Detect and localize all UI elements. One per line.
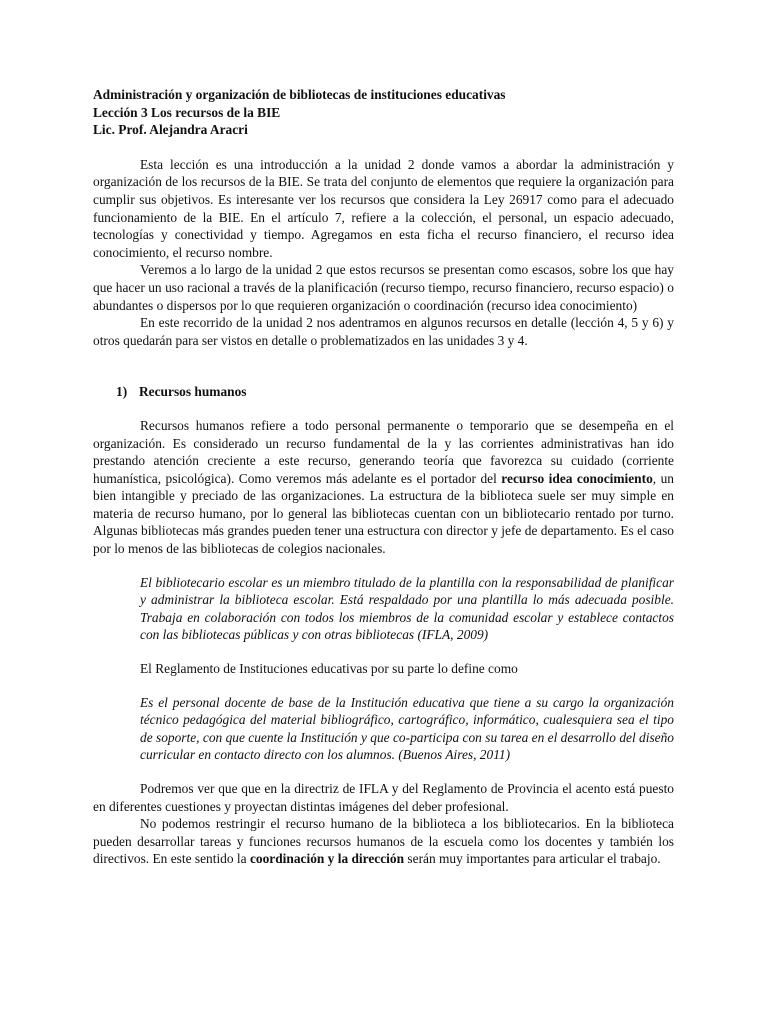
- lesson-title: Lección 3 Los recursos de la BIE: [93, 104, 281, 120]
- bold-term: coordinación y la dirección: [249, 851, 405, 867]
- section-paragraph-3: [93, 815, 674, 868]
- section-paragraph-2: Podremos ver que que en la directriz de IFLA y del Reglamento de Provincia el acento está puesto en diferentes cuestiones y proyectan distintas imágenes del deber profesional.: [93, 781, 674, 814]
- document-title: Administración y organización de bibliotecas de instituciones educativas: [93, 87, 506, 102]
- section-paragraph-1: [93, 417, 674, 558]
- paragraph-text: , un bien intangible y preciado de las organizaciones. La estructura de la biblioteca suele ser muy simple en materia de recurso humano, por lo general las bibliotecas cuentan con un bibliotecario rentado por turno. Algunas bibliotecas más grandes pueden tener una estructura con director y jefe de departamento. Es el caso por lo menos de las bibliotecas de colegios nacionales.: [93, 470, 674, 557]
- intro-paragraph-1: Esta lección es una introducción a la unidad 2 donde vamos a abordar la administración y organización de los recursos de la BIE. Se trata del conjunto de elementos que requiere la organización para cumplir sus objetivos. Es interesante ver los recursos que considera la Ley 26917 como para el adecuado funcionamiento de la BIE. En el artículo 7, refiere a la colección, el personal, un espacio adecuado, tecnologías y conectividad y tiempo. Agregamos en esta ficha el recurso financiero, el recurso idea conocimiento, el recurso nombre.: [93, 156, 674, 260]
- intro-paragraph-3: En este recorrido de la unidad 2 nos adentramos en algunos recursos en detalle (lección 4, 5 y 6) y otros quedarán para ser vistos en detalle o problematizados en las unidades 3 y 4.: [93, 315, 674, 348]
- reglamento-quote: Es el personal docente de base de la Institución educativa que tiene a su cargo la organización técnico pedagógica del material bibliográfico, cartográfico, informático, cualesquiera sea el tipo de soporte, con que cuente la Institución y que co-participa con su tarea en el desarrollo del diseño curricular en contacto directo con los alumnos. (Buenos Aires, 2011): [140, 694, 674, 763]
- paragraph-text: serán muy importantes para articular el trabajo.: [404, 851, 661, 867]
- section-heading: [93, 383, 674, 401]
- reglamento-intro: El Reglamento de Instituciones educativas por su parte lo define como: [140, 661, 518, 677]
- paragraph-text: Recursos humanos refiere a todo personal permanente o temporario que se desempeña en el organización. Es considerado un recurso fundamental de la y las corrientes administrativas han ido prestando atención creciente a este recurso, generando teoría que favorezca su cuidado (corriente humanística, psicológica). Como veremos más adelante es el portador del: [93, 417, 674, 486]
- intro-paragraph-2: Veremos a lo largo de la unidad 2 que estos recursos se presentan como escasos, sobre los que hay que hacer un uso racional a través de la planificación (recurso tiempo, recurso financiero, recurso espacio) o abundantes o dispersos por lo que requieren organización o coordinación (recurso idea conocimiento): [93, 262, 674, 313]
- author-line: Lic. Prof. Alejandra Aracri: [93, 122, 248, 138]
- ifla-quote: El bibliotecario escolar es un miembro titulado de la plantilla con la responsabilidad de planificar y administrar la biblioteca escolar. Está respaldado por una plantilla lo más adecuada posible. Trabaja en colaboración con todos los miembros de la comunidad escolar y establece contactos con las bibliotecas públicas y con otras bibliotecas (IFLA, 2009): [140, 574, 674, 643]
- document-page: [93, 86, 674, 868]
- section-number: 1): [116, 384, 128, 400]
- bold-term: recurso idea conocimiento: [501, 470, 653, 486]
- paragraph-text: No podemos restringir el recurso humano de la biblioteca a los bibliotecarios. En la biblioteca pueden desarrollar tareas y funciones recursos humanos de la escuela como los docentes y también los directivos. En este sentido la: [93, 816, 674, 867]
- section-title: Recursos humanos: [139, 384, 247, 400]
